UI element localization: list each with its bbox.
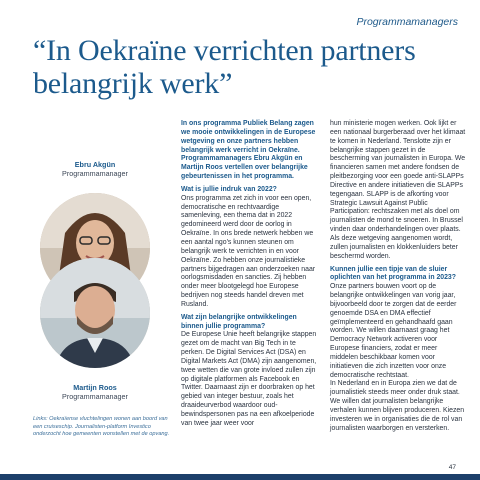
answer-paragraph: De Europese Unie heeft belangrijke stappen gezet om de macht van Big Tech in te perken. De Digital Services Act (DSA) en Digital Markets Act (DMA) zijn aangenomen, twee wetten die van grote invloed zullen zijn op digitale platformen als Facebook en Twitter. Daarnaast zijn er doorbraken op het gebied van integer bestuur, zoals het draaideurverbod waardoor oud-bewindspersonen pas na een afkoelperiode van twee jaar weer voor bbox=[181, 331, 317, 427]
answer-paragraph: In Nederland en in Europa zien we dat de journalistiek steeds meer onder druk staat. We willen dat journalisten belangrijke verhalen kunnen blijven produceren. Kiezen investeren we in organisaties die de rol van journalisten waarborgen en versterken. bbox=[330, 380, 465, 432]
page-headline: “In Oekraïne verrichten partners belangrijk werk” bbox=[33, 34, 416, 100]
page-number: 47 bbox=[448, 464, 456, 471]
person-ebru bbox=[33, 160, 157, 178]
person-role: Programmamanager bbox=[62, 392, 128, 401]
person-martijn bbox=[33, 383, 157, 401]
question-heading: Wat is jullie indruk van 2022? bbox=[181, 185, 277, 193]
article-column-1 bbox=[181, 120, 317, 433]
person-name: Ebru Akgün bbox=[74, 160, 116, 169]
article-column-2 bbox=[330, 120, 466, 438]
article-lead: In ons programma Publiek Belang zagen we mooie ontwikkelingen in de Europese wetgeving en onze partners hebben belangrijk werk verricht in Oekraïne. Programmamanagers Ebru Akgün en Martijn Roos vertellen over belangrijke gebeurtenissen in het programma. bbox=[181, 120, 316, 181]
answer-paragraph: Onze partners bouwen voort op de belangrijke ontwikkelingen van vorig jaar, bijvoorbeeld door te zorgen dat de eerder genoemde DSA en DMA effectief geïmplementeerd en gehandhaafd gaan worden. We willen daarnaast graag het Democracy Network activeren voor Europese financiers, zodat er meer middelen beschikbaar komen voor initiatieven die zich inzetten voor onze democratische rechtstaat. bbox=[330, 283, 457, 379]
footer-rule bbox=[0, 474, 480, 480]
portrait-martijn bbox=[40, 258, 150, 368]
person-role: Programmamanager bbox=[62, 169, 128, 178]
answer-paragraph: Ons programma zet zich in voor een open, democratische en rechtvaardige samenleving, een thema dat in 2022 gedomineerd werd door de oorlog in Oekraïne. In ons brede netwerk hebben we een aantal ngo's kunnen steunen om belangrijk werk te verrichten in en voor Oekraïne. Zo hebben onze journalistieke partners bijgedragen aan onderzoeken naar oorlogsmisdaden en sancties. Zij hebben onder meer blootgelegd hoe Europese bedrijven nog steeds handel dreven met Rusland. bbox=[181, 194, 316, 308]
person-name: Martijn Roos bbox=[73, 383, 117, 392]
answer-paragraph: hun ministerie mogen werken. Ook lijkt er een nationaal burgerberaad over het klimaat te komen in Nederland. Tenslotte zijn er belangrijke stappen gezet in de bescherming van journalisten in Europa. We financieren samen met andere fondsen de pleitbezorging voor een goede anti-SLAPPs Directive en andere initiatieven die SLAPPs tegengaan. SLAPP is de afkorting voor Strategic Lawsuit Against Public Participation: rechtszaken met als doel om journalisten de mond te snoeren. In Brussel vinden daar onderhandelingen over plaats. Als deze wetgeving aangenomen wordt, zullen journalisten en klokkenluiders beter beschermd worden. bbox=[330, 120, 466, 260]
question-heading: Kunnen jullie een tipje van de sluier oplichten van het programma in 2023? bbox=[330, 265, 456, 282]
section-label: Programmamanagers bbox=[356, 16, 458, 28]
question-heading: Wat zijn belangrijke ontwikkelingen binnen jullie programma? bbox=[181, 313, 297, 330]
photo-caption: Links: Oekraïense vluchtelingen wonen aan boord van een cruiseschip. Journalisten-platform Investico onderzocht hoe gemeenten wonstellen met de opvang. bbox=[33, 416, 170, 438]
